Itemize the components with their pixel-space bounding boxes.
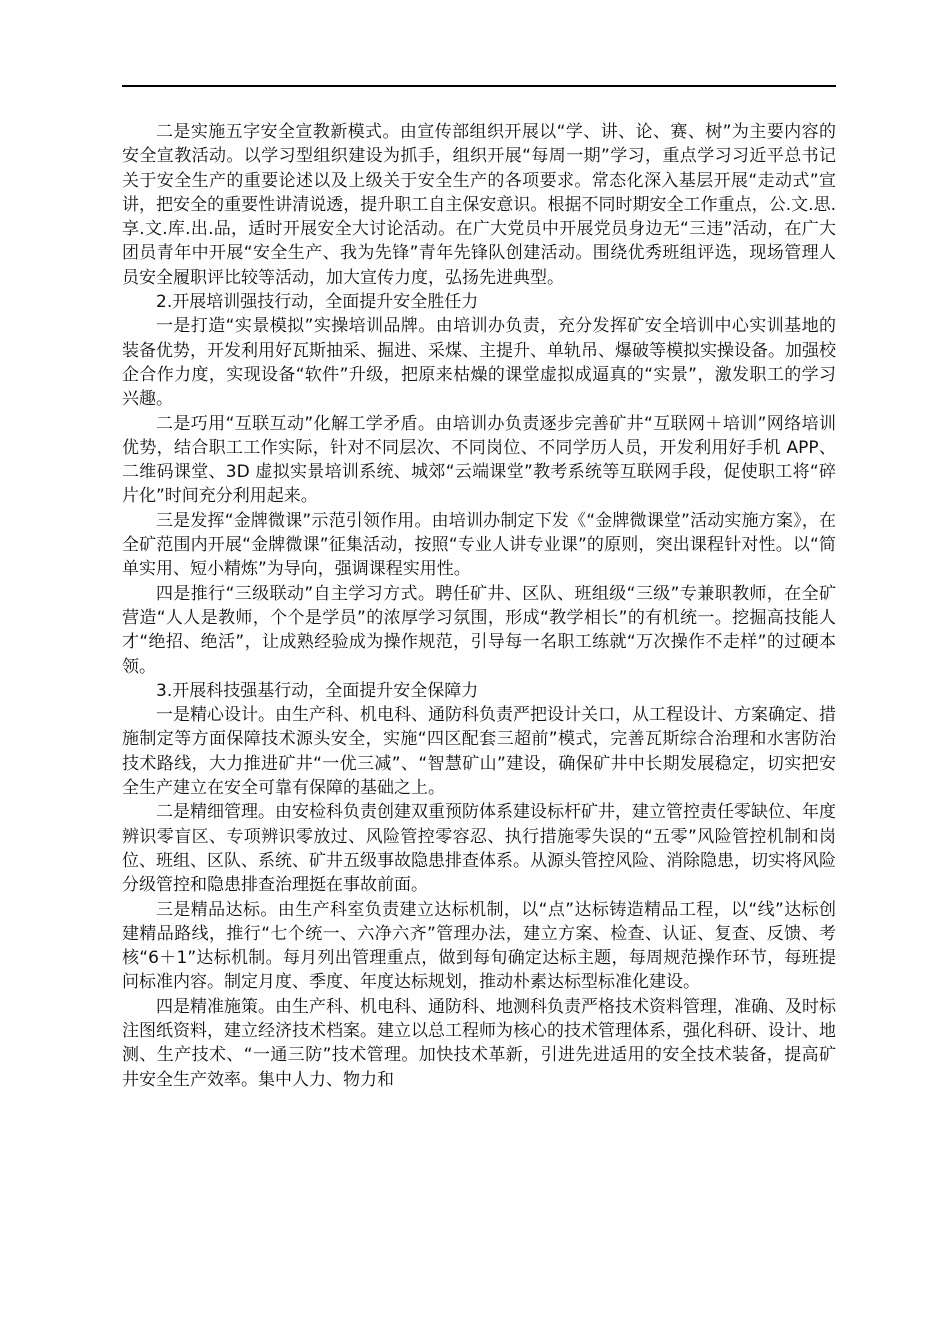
header-rule <box>122 85 836 87</box>
document-body <box>122 120 836 1092</box>
paragraph-technology-4: 四是精准施策。由生产科、机电科、通防科、地测科负责严格技术资料管理，准确、及时标注图纸资料，建立经济技术档案。建立以总工程师为核心的技术管理体系，强化科研、设计、地测、生产技术、“一通三防”技术管理。加快技术革新，引进先进适用的安全技术装备，提高矿井安全生产效率。集中人力、物力和 <box>122 996 836 1090</box>
paragraph-training-3: 三是发挥“金牌微课”示范引领作用。由培训办制定下发《“金牌微课堂”活动实施方案》，在全矿范围内开展“金牌微课”征集活动，按照“专业人讲专业课”的原则，突出课程针对性。以“简单实用、短小精炼”为导向，强调课程实用性。 <box>122 510 836 580</box>
paragraph-training-4: 四是推行“三级联动”自主学习方式。聘任矿井、区队、班组级“三级”专兼职教师，在全矿营造“人人是教师，个个是学员”的浓厚学习氛围，形成“教学相长”的有机统一。挖掘高技能人才“绝招、绝活”，让成熟经验成为操作规范，引导每一名职工练就“万次操作不走样”的过硬本领。 <box>122 583 836 677</box>
paragraph-technology-2: 二是精细管理。由安检科负责创建双重预防体系建设标杆矿井，建立管控责任零缺位、年度辨识零盲区、专项辨识零放过、风险管控零容忍、执行措施零失误的“五零”风险管控机制和岗位、班组、区队、系统、矿井五级事故隐患排查体系。从源头管控风险、消除隐患，切实将风险分级管控和隐患排查治理挺在事故前面。 <box>122 802 836 896</box>
paragraph-technology-3: 三是精品达标。由生产科室负责建立达标机制，以“点”达标铸造精品工程，以“线”达标创建精品路线，推行“七个统一、六净六齐”管理办法，建立方案、检查、认证、复查、反馈、考核“6＋1”达标机制。每月列出管理重点，做到每旬确定达标主题，每周规范操作环节，每班提问标准内容。制定月度、季度、年度达标规划，推动朴素达标型标准化建设。 <box>122 899 836 993</box>
paragraph-training-1: 一是打造“实景模拟”实操培训品牌。由培训办负责，充分发挥矿安全培训中心实训基地的装备优势，开发利用好瓦斯抽采、掘进、采煤、主提升、单轨吊、爆破等模拟实操设备。加强校企合作力度，实现设备“软件”升级，把原来枯燥的课堂虚拟成逼真的“实景”，激发职工的学习兴趣。 <box>122 316 836 410</box>
paragraph-training-2: 二是巧用“互联互动”化解工学矛盾。由培训办负责逐步完善矿井“互联网＋培训”网络培训优势，结合职工工作实际，针对不同层次、不同岗位、不同学历人员，开发利用好手机 APP、二维码课堂、3D 虚拟实景培训系统、城郊“云端课堂”教考系统等互联网手段，促使职工将“碎片化”时间充分利用起来。 <box>122 413 836 507</box>
section-heading-training: 2.开展培训强技行动，全面提升安全胜任力 <box>156 292 479 313</box>
section-heading-technology: 3.开展科技强基行动，全面提升安全保障力 <box>156 680 479 701</box>
paragraph-propaganda: 二是实施五字安全宣教新模式。由宣传部组织开展以“学、讲、论、赛、树”为主要内容的安全宣教活动。以学习型组织建设为抓手，组织开展“每周一期”学习，重点学习习近平总书记关于安全生产的重要论述以及上级关于安全生产的各项要求。常态化深入基层开展“走动式”宣讲，把安全的重要性讲清说透，提升职工自主保安意识。根据不同时期安全工作重点，公.文.思.享.文.库.出.品，适时开展安全大讨论活动。在广大党员中开展党员身边无“三违”活动，在广大团员青年中开展“安全生产、我为先锋”青年先锋队创建活动。围绕优秀班组评选，现场管理人员安全履职评比较等活动，加大宣传力度，弘扬先进典型。 <box>122 122 836 288</box>
paragraph-technology-1: 一是精心设计。由生产科、机电科、通防科负责严把设计关口，从工程设计、方案确定、措施制定等方面保障技术源头安全，实施“四区配套三超前”模式，完善瓦斯综合治理和水害防治技术路线，大力推进矿井“一优三减”、“智慧矿山”建设，确保矿井中长期发展稳定，切实把安全生产建立在安全可靠有保障的基础之上。 <box>122 705 836 799</box>
